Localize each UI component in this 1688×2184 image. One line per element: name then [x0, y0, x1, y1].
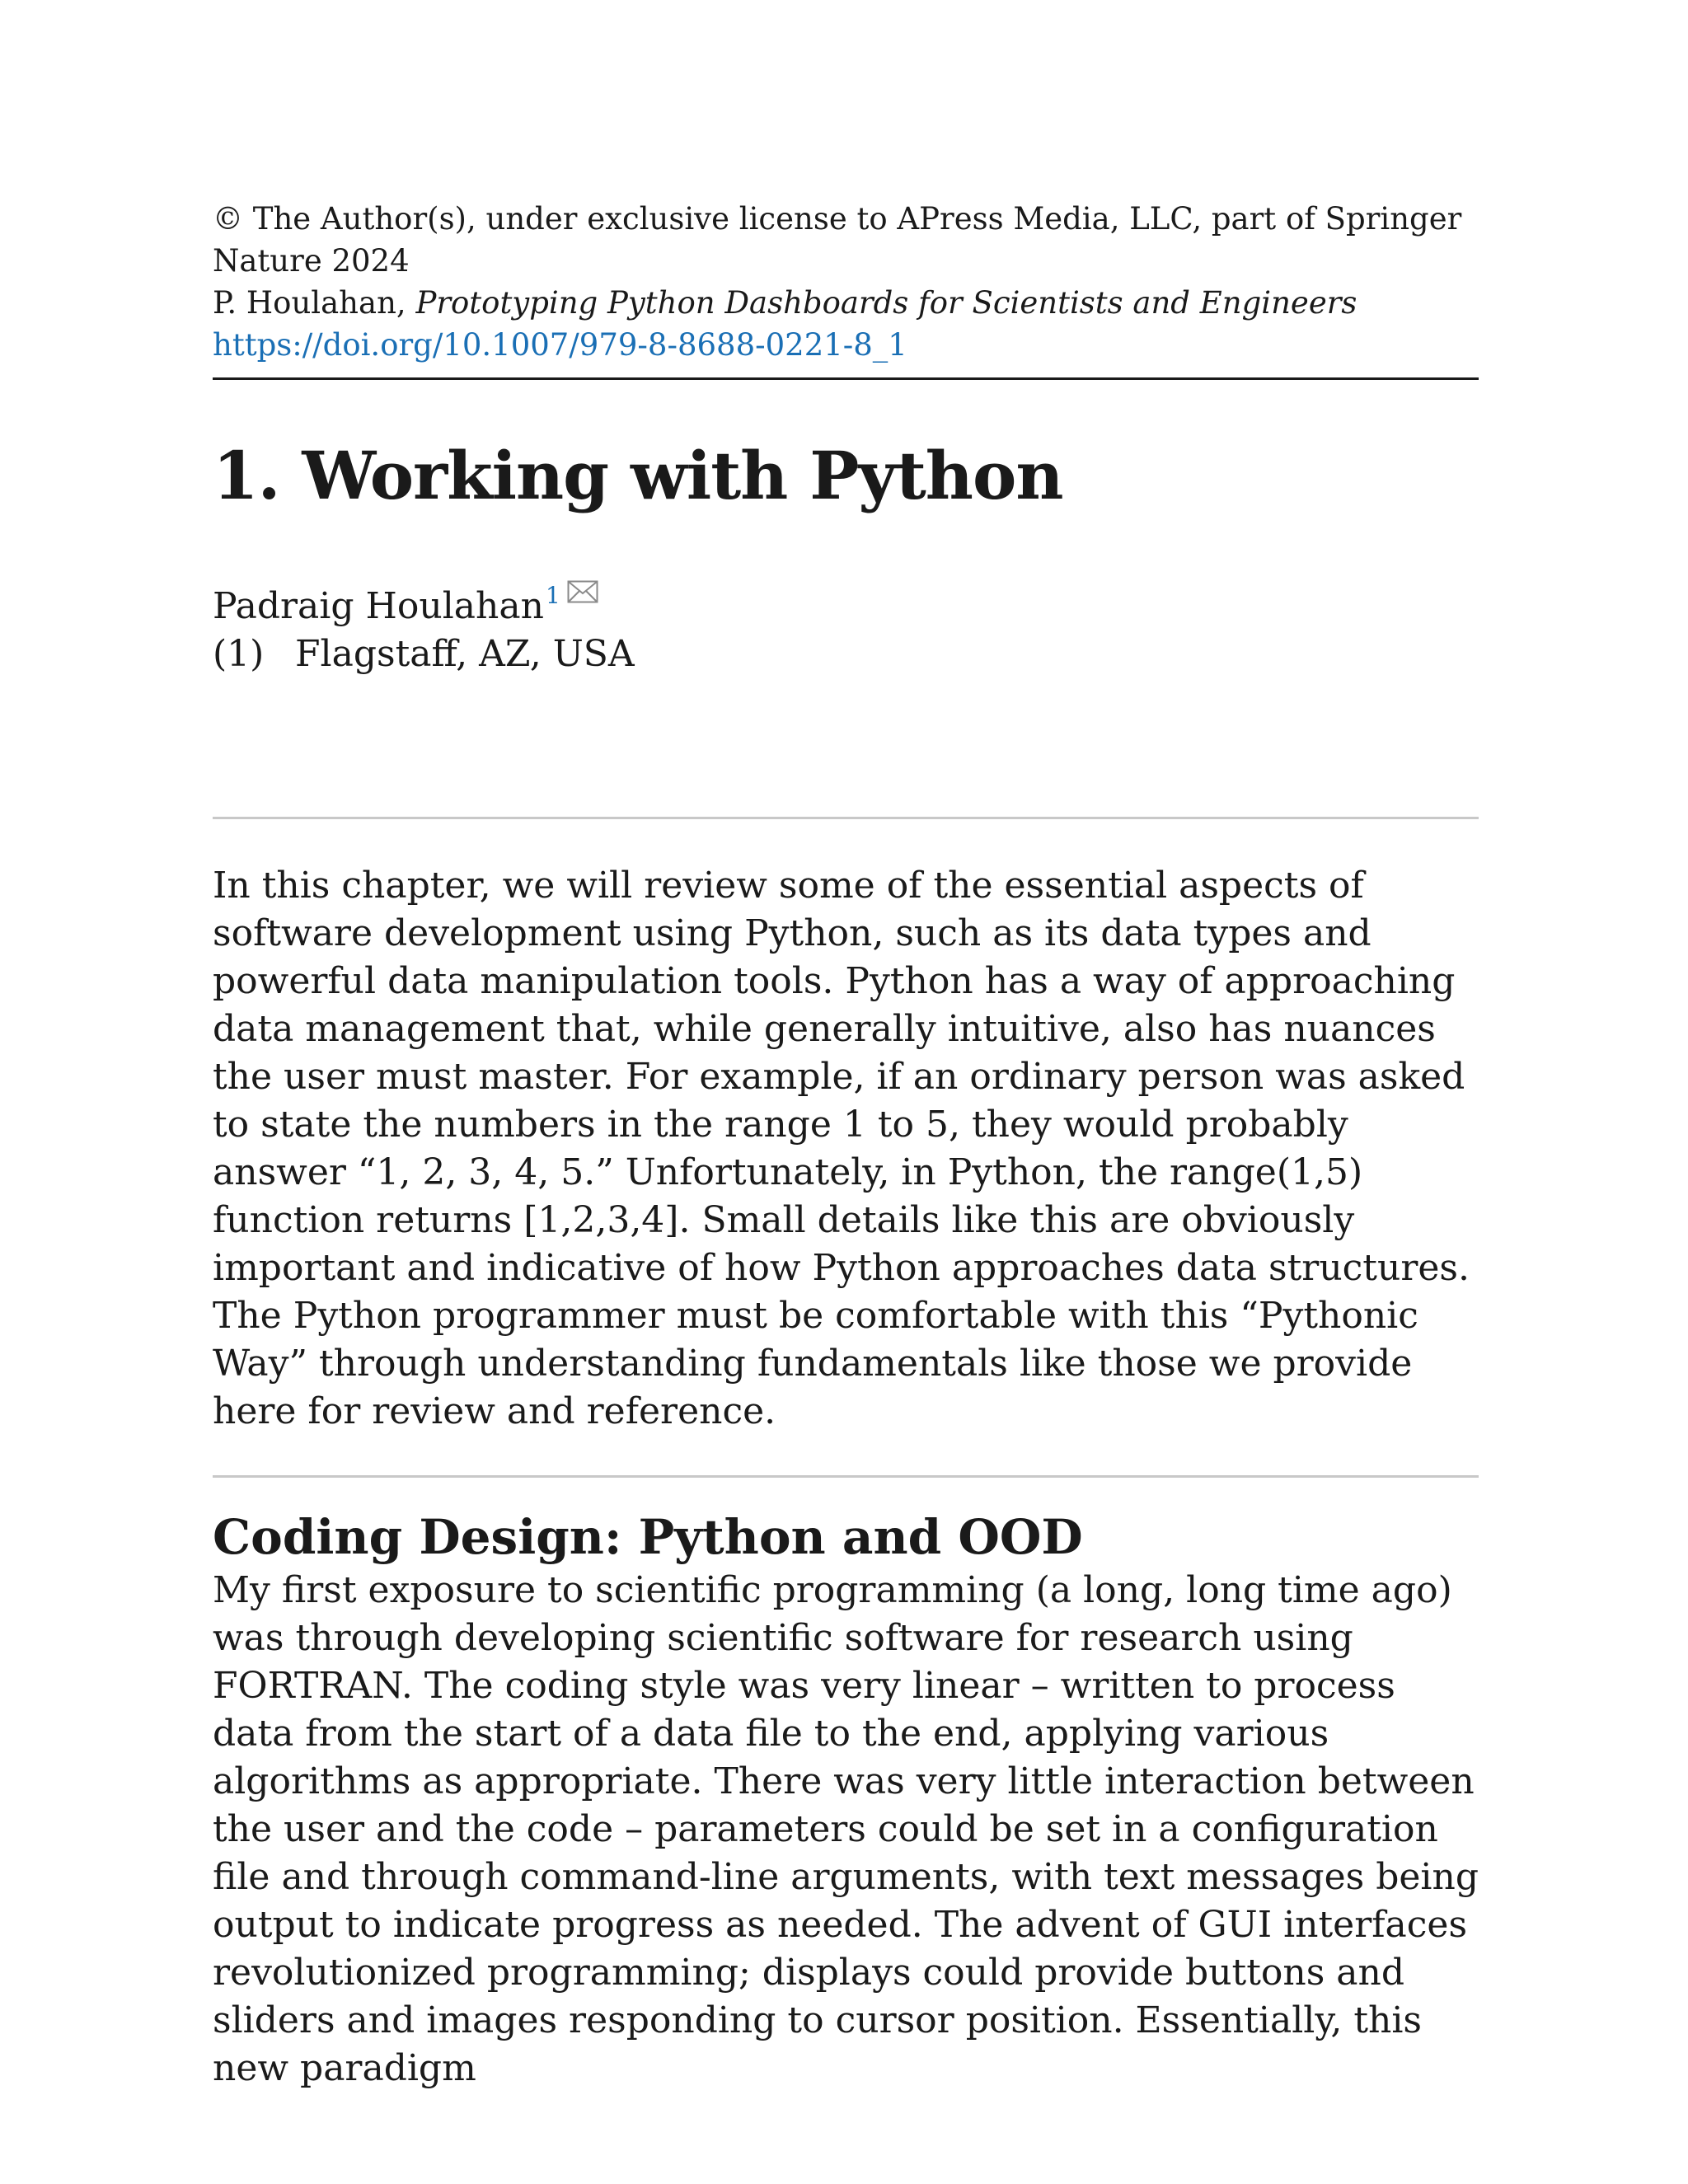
citation-line	[213, 282, 1479, 324]
book-title: Prototyping Python Dashboards for Scientists and Engineers	[415, 285, 1357, 321]
affiliation-number: (1)	[213, 633, 265, 675]
affiliation-text: Flagstaff, AZ, USA	[295, 633, 635, 675]
citation-author: P. Houlahan,	[213, 285, 416, 321]
copyright-line: © The Author(s), under exclusive license to APress Media, LLC, part of Springer Nature 2024	[213, 201, 1462, 279]
affiliation-superscript-link[interactable]: 1	[545, 582, 560, 609]
author-line	[213, 568, 1479, 630]
abstract-paragraph: In this chapter, we will review some of the essential aspects of software development using Python, such as its data types and powerful data manipulation tools. Python has a way of approaching data management that, while generally intuitive, also has nuances the user must master. For example, if an ordinary person was asked to state the numbers in the range 1 to 5, they would probably answer “1, 2, 3, 4, 5.” Unfortunately, in Python, the range(1,5) function returns [1,2,3,4]. Small details like this are obviously important and indicative of how Python approaches data structures. The Python programmer must be comfortable with this “Pythonic Way” through understanding fundamentals like those we provide here for review and reference.	[213, 865, 1470, 1432]
affiliation-line	[213, 630, 1479, 678]
copyright-block	[213, 198, 1479, 324]
abstract-bottom-divider	[213, 1475, 1479, 1478]
header-divider	[213, 377, 1479, 380]
envelope-icon[interactable]	[567, 568, 598, 591]
page	[213, 198, 1479, 2093]
abstract-top-divider	[213, 817, 1479, 819]
section-paragraph: My first exposure to scientific programming (a long, long time ago) was through developing scientific software for research using FORTRAN. The coding style was very linear – written to process data from the start of a data file to the end, applying various algorithms as appropriate. There was very little interaction between the user and the code – parameters could be set in a configuration file and through command-line arguments, with text messages being output to indicate progress as needed. The advent of GUI interfaces revolutionized programming; displays could provide buttons and sliders and images responding to cursor position. Essentially, this new paradigm	[213, 1569, 1479, 2089]
author-name: Padraig Houlahan	[213, 585, 544, 627]
doi-link[interactable]: https://doi.org/10.1007/979-8-8688-0221-8_1	[213, 327, 907, 363]
chapter-title: 1. Working with Python	[213, 437, 1063, 514]
section-heading: Coding Design: Python and OOD	[213, 1509, 1083, 1565]
author-block	[213, 568, 1479, 678]
